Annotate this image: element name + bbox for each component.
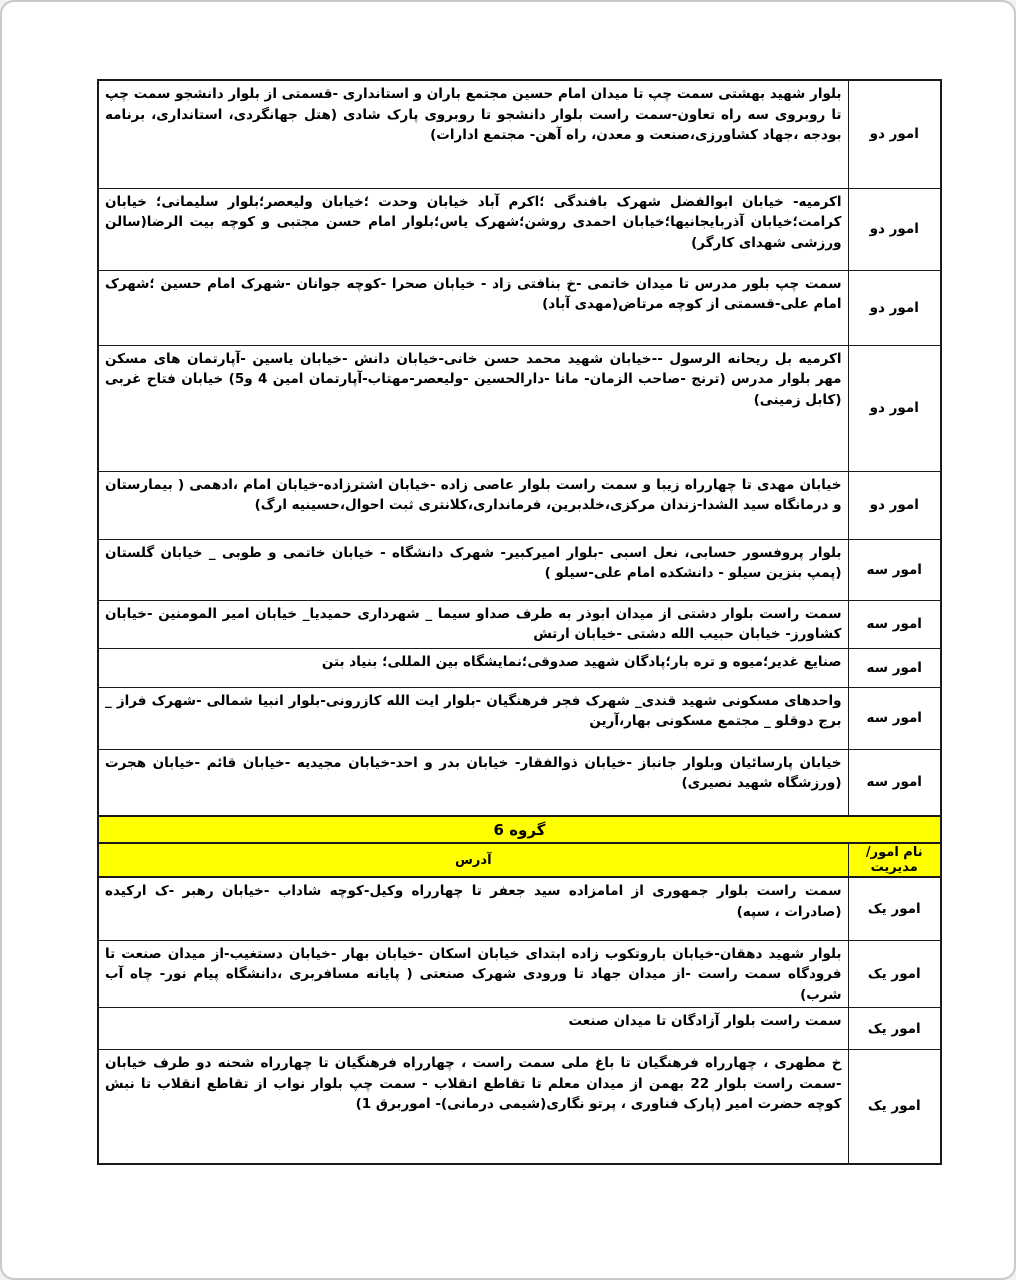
management-cell: امور یک bbox=[848, 1050, 941, 1164]
table-row bbox=[98, 877, 941, 940]
address-cell: سمت چپ بلور مدرس تا میدان خاتمی -خ بنافتی زاد - خیابان صحرا -کوچه جوانان -شهرک امام حسین ؛شهرک امام علی-قسمتی از کوچه مرتاض(مهدی آباد) bbox=[98, 270, 848, 345]
table-row bbox=[98, 1050, 941, 1164]
group-banner-row bbox=[98, 816, 941, 843]
management-cell: امور سه bbox=[848, 539, 941, 600]
table-row bbox=[98, 749, 941, 816]
table-row bbox=[98, 80, 941, 188]
column-header-row bbox=[98, 843, 941, 877]
address-cell: خیابان پارسائیان وبلوار جانباز -خیابان ذوالفقار- خیابان بدر و احد-خیابان مجیدیه -خیابان قائم -خیابان هجرت (ورزشگاه شهید نصیری) bbox=[98, 749, 848, 816]
management-cell: امور یک bbox=[848, 877, 941, 940]
table-row bbox=[98, 188, 941, 270]
table-row bbox=[98, 539, 941, 600]
management-cell: امور دو bbox=[848, 188, 941, 270]
table-row bbox=[98, 471, 941, 539]
management-cell: امور یک bbox=[848, 1008, 941, 1050]
management-cell: امور سه bbox=[848, 687, 941, 749]
table-row bbox=[98, 648, 941, 687]
management-cell: امور سه bbox=[848, 600, 941, 648]
address-column-header: آدرس bbox=[98, 843, 848, 877]
address-cell: اکرمیه- خیابان ابوالفضل شهرک بافندگی ؛اکرم آباد خیابان وحدت ؛خیابان ولیعصر؛بلوار سلیمانی؛ خیابان کرامت؛خیابان آذربایجانیها؛خیابان احمدی روشن؛شهرک یاس؛بلوار امام حسن مجتبی و کوچه بیت الرضا(سالن ورزشی شهدای کارگر) bbox=[98, 188, 848, 270]
table-row bbox=[98, 270, 941, 345]
address-cell: اکرمیه بل ریحانه الرسول --خیابان شهید محمد حسن خانی-خیابان دانش -خیابان یاسین -آپارتمان های مسکن مهر بلوار مدرس (ترنج -صاحب الزمان- مانا -دارالحسین -ولیعصر-مهتاب-آپارتمان امین 4 و5) خیابان فتاح غربی (کابل زمینی) bbox=[98, 345, 848, 471]
table-row bbox=[98, 687, 941, 749]
address-cell: سمت راست بلوار دشتی از میدان ابوذر به طرف صداو سیما _ شهرداری حمیدیا_ خیابان امیر المومنین -خیابان کشاورز- خیابان حبیب الله دشتی -خیابان ارتش bbox=[98, 600, 848, 648]
table-row bbox=[98, 1008, 941, 1050]
management-cell: امور یک bbox=[848, 940, 941, 1008]
table-row bbox=[98, 940, 941, 1008]
table-row bbox=[98, 600, 941, 648]
management-cell: امور دو bbox=[848, 471, 941, 539]
management-cell: امور دو bbox=[848, 270, 941, 345]
address-cell: خیابان مهدی تا چهارراه زیبا و سمت راست بلوار عاصی زاده -خیابان اشترزاده-خیابان امام ،ادهمی ( بیمارستان و درمانگاه سید الشدا-زندان مرکزی،خلدبرین، فرمانداری،کلانتری ثبت احوال،حسینیه ارگ) bbox=[98, 471, 848, 539]
address-cell: صنایع غدیر؛میوه و تره بار؛پادگان شهید صدوقی؛نمایشگاه بین المللی؛ بنیاد بتن bbox=[98, 648, 848, 687]
address-cell: سمت راست بلوار جمهوری از امامزاده سید جعفر تا چهارراه وکیل-کوچه شاداب -خیابان رهبر -ک ارکیده (صادرات ، سپه) bbox=[98, 877, 848, 940]
address-cell: واحدهای مسکونی شهید قندی_ شهرک فجر فرهنگیان -بلوار ایت الله کازرونی-بلوار انبیا شمالی -شهرک فراز _ برج دوقلو _ مجتمع مسکونی بهار،آرین bbox=[98, 687, 848, 749]
management-cell: امور دو bbox=[848, 80, 941, 188]
management-column-header: نام امور/مدیریت bbox=[848, 843, 941, 877]
table-body bbox=[98, 80, 941, 1164]
management-cell: امور دو bbox=[848, 345, 941, 471]
address-cell: بلوار پروفسور حسابی، نعل اسبی -بلوار امیرکبیر- شهرک دانشگاه - خیابان خاتمی و طوبی _ خیابان گلستان (پمپ بنزین سیلو - دانشکده امام علی-سیلو ) bbox=[98, 539, 848, 600]
address-cell: بلوار شهید دهقان-خیابان باروتکوب زاده ابتدای خیابان اسکان -خیابان بهار -خیابان دستغیب-از میدان صنعت تا فرودگاه سمت راست -از میدان جهاد تا ورودی شهرک صنعتی ( پایانه مسافربری ،دانشگاه پیام نور- چاه آب شرب) bbox=[98, 940, 848, 1008]
group-banner-label: گروه 6 bbox=[98, 816, 941, 843]
management-cell: امور سه bbox=[848, 648, 941, 687]
address-cell: بلوار شهید بهشتی سمت چپ تا میدان امام حسین مجتمع باران و استانداری -قسمتی از بلوار دانشجو سمت چپ تا روبروی سه راه تعاون-سمت راست بلوار دانشجو تا روبروی پارک شادی (هتل جهانگردی، استانداری، برنامه بودجه ،جهاد کشاورزی،صنعت و معدن، راه آهن- مجتمع ادارات) bbox=[98, 80, 848, 188]
address-cell: سمت راست بلوار آزادگان تا میدان صنعت bbox=[98, 1008, 848, 1050]
management-cell: امور سه bbox=[848, 749, 941, 816]
address-cell: خ مطهری ، چهارراه فرهنگیان تا باغ ملی سمت راست ، چهارراه فرهنگیان تا چهارراه شحنه دو طرف خیابان -سمت راست بلوار 22 بهمن از میدان معلم تا تقاطع انقلاب - سمت چپ بلوار نواب از تقاطع انقلاب تا نبش کوچه حضرت امیر (پارک فناوری ، پرتو نگاری(شیمی درمانی)- اموربرق 1) bbox=[98, 1050, 848, 1164]
outage-schedule-table bbox=[97, 79, 942, 1165]
table-row bbox=[98, 345, 941, 471]
